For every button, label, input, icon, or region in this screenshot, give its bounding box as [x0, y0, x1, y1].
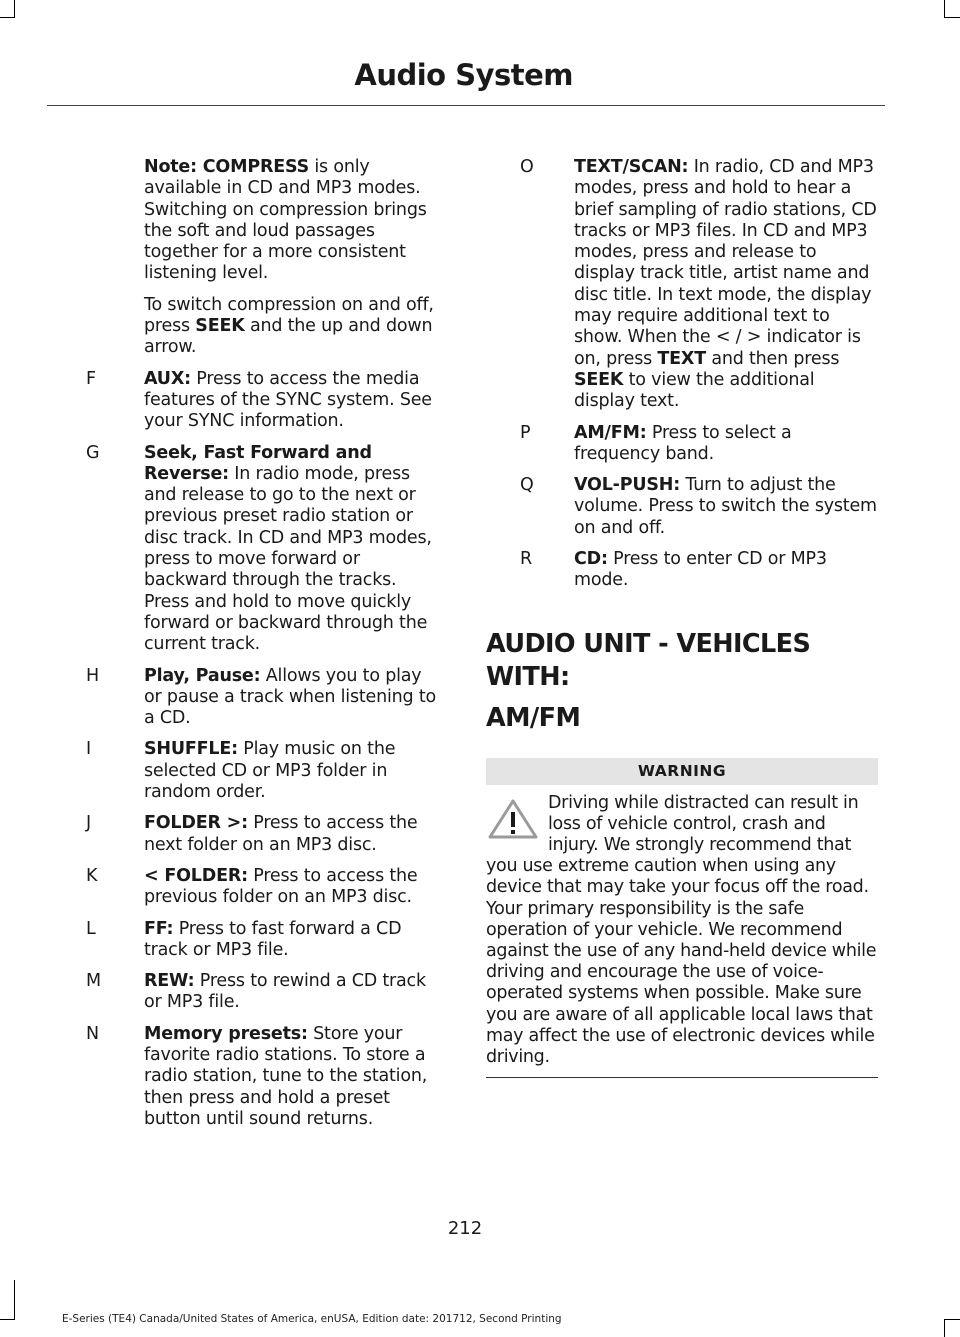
item-letter: R	[520, 549, 533, 570]
list-item	[486, 157, 878, 413]
footer: E-Series (TE4) Canada/United States of America, enUSA, Edition date: 201712, Second Printing	[62, 1313, 562, 1325]
note-text: is only available in CD and MP3 modes. Switching on compression brings the soft and loud passages together for a more consistent listening level.	[144, 157, 427, 284]
right-column	[486, 157, 878, 1078]
list-item	[62, 1024, 442, 1130]
item-text: and then press	[705, 348, 840, 369]
crop-mark	[14, 0, 15, 18]
item-label: FOLDER >:	[144, 813, 248, 834]
compression-text-1: To switch compression on and off, press	[144, 294, 434, 337]
left-column	[62, 157, 442, 1140]
item-letter: Q	[520, 475, 534, 496]
warning-body	[486, 793, 878, 1069]
section-heading-line2: AM/FM	[486, 702, 581, 733]
crop-mark	[944, 1319, 960, 1320]
crop-mark	[944, 17, 960, 18]
warning-rule	[486, 1077, 878, 1078]
compression-paragraph	[62, 295, 442, 359]
item-text: Press to access the next folder on an MP3 disc.	[144, 813, 418, 855]
note-paragraph	[62, 157, 442, 285]
item-label: < FOLDER:	[144, 865, 248, 886]
item-bold-seek: SEEK	[574, 369, 624, 390]
item-label: AUX:	[144, 368, 191, 389]
item-text: to view the additional display text.	[574, 369, 815, 412]
item-label: Play, Pause:	[144, 665, 261, 686]
item-description	[574, 423, 878, 466]
item-letter: L	[86, 918, 96, 939]
item-text: Turn to adjust the volume. Press to switch the system on and off.	[574, 475, 877, 538]
item-label: TEXT/SCAN:	[574, 157, 689, 177]
warning-text: Driving while distracted can result in loss of vehicle control, crash and injury. We strongly recommend that you use extreme caution when using any device that may take your focus off the road. Your primary responsibility is the safe operation of your vehicle. We recommend against the use of any hand-held device while driving and encourage the use of voice-operated systems when possible. Make sure you are aware of all applicable local laws that may affect the use of electronic devices while driving.	[486, 792, 877, 1068]
page-number: 212	[447, 1218, 483, 1239]
list-item	[62, 739, 442, 803]
crop-mark	[0, 1319, 15, 1320]
item-text: Press to rewind a CD track or MP3 file.	[144, 971, 426, 1013]
item-description	[144, 971, 442, 1014]
item-text: Press to select a frequency band.	[574, 422, 792, 464]
list-item	[486, 549, 878, 592]
item-label: FF:	[144, 918, 174, 939]
item-description	[144, 813, 442, 856]
item-letter: F	[86, 368, 97, 389]
warning-title: WARNING	[486, 758, 878, 785]
item-label: CD:	[574, 549, 608, 570]
item-letter: K	[86, 865, 98, 886]
item-letter: G	[86, 442, 100, 463]
item-text: Press to enter CD or MP3 mode.	[574, 549, 827, 591]
left-entries-list	[62, 369, 442, 1131]
crop-mark	[14, 1280, 15, 1320]
item-description	[144, 369, 442, 433]
item-description	[144, 666, 442, 730]
item-description	[574, 475, 878, 539]
list-item	[62, 866, 442, 909]
item-letter: P	[520, 422, 531, 443]
item-description	[144, 1024, 442, 1130]
item-label: AM/FM:	[574, 422, 647, 443]
item-text: Press to fast forward a CD track or MP3 file.	[144, 918, 402, 960]
list-item	[62, 666, 442, 730]
warning-triangle-icon	[486, 797, 540, 841]
item-description	[574, 157, 878, 413]
item-letter: I	[86, 739, 92, 760]
item-label: REW:	[144, 971, 195, 992]
item-text: Store your favorite radio stations. To store a radio station, tune to the station, then press and hold a preset button until sound returns.	[144, 1023, 428, 1129]
item-label: Memory presets:	[144, 1023, 308, 1044]
item-text: In radio, CD and MP3 modes, press and hold to hear a brief sampling of radio stations, CD tracks or MP3 files. In CD and MP3 modes, press and release to display track title, artist name and disc title. In text mode, the display may require additional text to show. When the < / > indicator is on, press	[574, 157, 877, 369]
list-item	[62, 919, 442, 962]
item-text: Press to access the previous folder on an MP3 disc.	[144, 865, 418, 908]
compression-text-2: and the up and down arrow.	[144, 316, 433, 358]
list-item	[486, 423, 878, 466]
list-item	[62, 813, 442, 856]
item-bold-text: TEXT	[657, 348, 706, 369]
item-description	[144, 739, 442, 803]
list-item	[62, 443, 442, 656]
item-text: Play music on the selected CD or MP3 folder in random order.	[144, 739, 396, 803]
item-letter: M	[86, 971, 102, 992]
list-item	[486, 475, 878, 539]
crop-mark	[0, 17, 15, 18]
item-description	[144, 866, 442, 909]
section-heading: AUDIO UNIT - VEHICLES WITH:	[486, 628, 811, 692]
item-text: Allows you to play or pause a track when listening to a CD.	[144, 665, 436, 729]
list-item	[62, 971, 442, 1014]
item-description	[144, 443, 442, 656]
page-title: Audio System	[354, 58, 573, 92]
compression-bold-seek: SEEK	[195, 316, 245, 337]
right-entries-list	[486, 423, 878, 592]
item-letter: O	[520, 157, 534, 177]
crop-mark	[944, 1319, 945, 1337]
item-label: Seek, Fast Forward and Reverse:	[144, 442, 372, 484]
list-item	[62, 369, 442, 433]
item-label: SHUFFLE:	[144, 739, 238, 760]
item-text: Press to access the media features of the SYNC system. See your SYNC information.	[144, 368, 432, 432]
item-letter: H	[86, 665, 100, 686]
item-label: VOL-PUSH:	[574, 475, 681, 496]
item-text: In radio mode, press and release to go to the next or previous preset radio station or disc track. In CD and MP3 modes, press to move forward or backward through the tracks. Press and hold to move quickly forward or backward through the current track.	[144, 463, 432, 655]
item-description	[144, 919, 442, 962]
item-letter: N	[86, 1023, 100, 1044]
item-description	[574, 549, 878, 592]
item-letter: J	[86, 813, 92, 834]
crop-mark	[944, 0, 945, 18]
note-label: Note: COMPRESS	[144, 157, 310, 177]
header-rule	[47, 105, 885, 106]
